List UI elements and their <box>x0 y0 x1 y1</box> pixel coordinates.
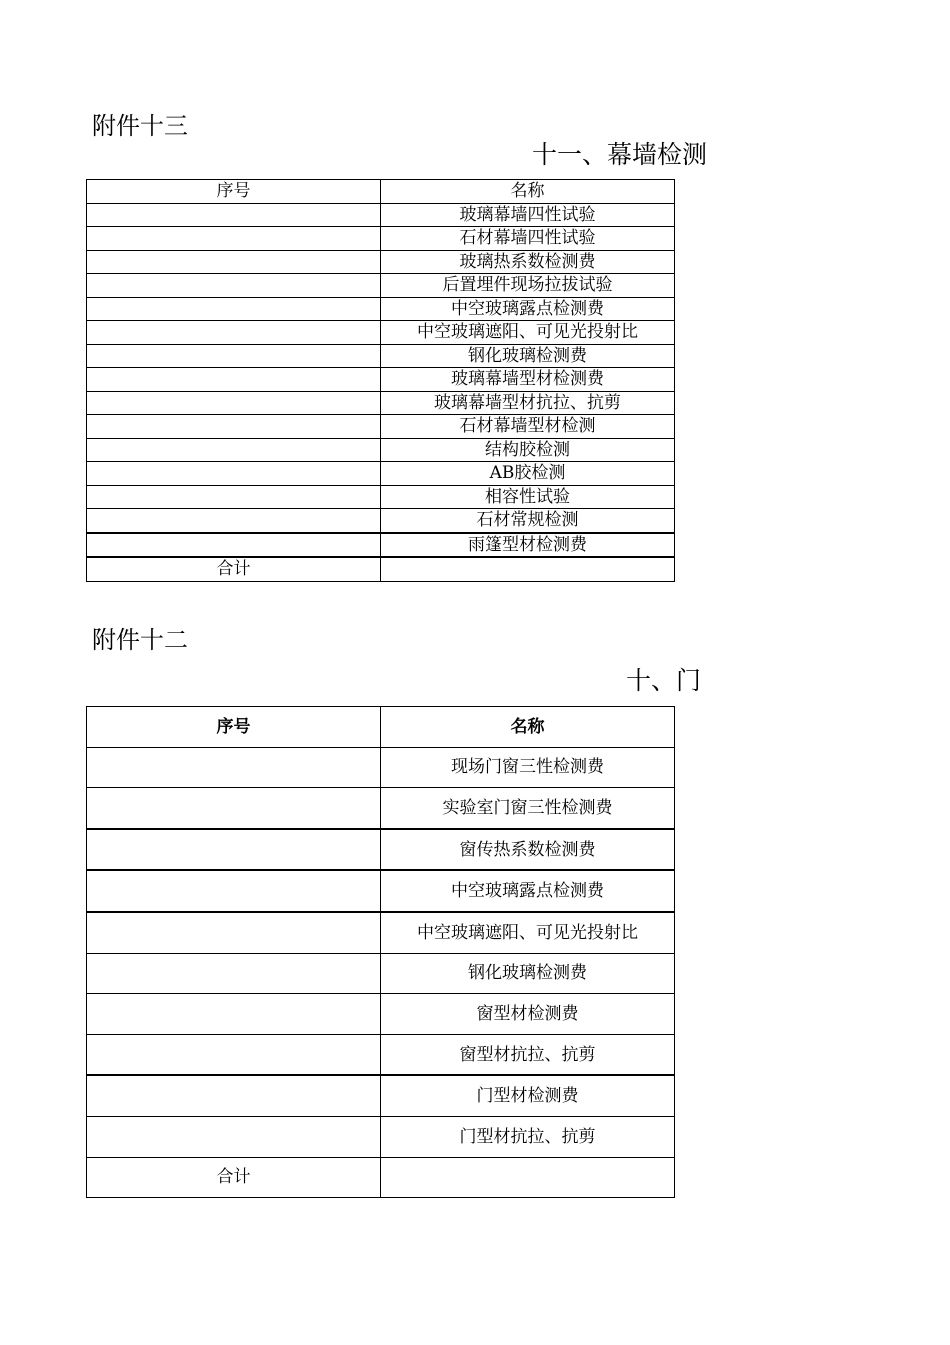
cell-seq <box>87 344 381 368</box>
column-header-name: 名称 <box>381 180 675 204</box>
cell-name: 窗型材抗拉、抗剪 <box>381 1034 675 1075</box>
table-row <box>87 415 675 439</box>
table-row <box>87 870 675 912</box>
cell-seq <box>87 227 381 251</box>
cell-seq <box>87 321 381 345</box>
table-row <box>87 788 675 829</box>
table-row <box>87 994 675 1035</box>
table-row <box>87 274 675 298</box>
annex-label-13: 附件十三 <box>92 112 188 140</box>
cell-seq <box>87 994 381 1035</box>
cell-name: 后置埋件现场拉拔试验 <box>381 274 675 298</box>
cell-name: AB胶检测 <box>381 462 675 486</box>
cell-name: 玻璃热系数检测费 <box>381 250 675 274</box>
annex-label-12: 附件十二 <box>92 626 188 654</box>
cell-name: 窗型材检测费 <box>381 994 675 1035</box>
cell-seq <box>87 1116 381 1157</box>
cell-seq <box>87 533 381 558</box>
cell-name: 石材幕墙四性试验 <box>381 227 675 251</box>
total-row <box>87 557 675 581</box>
cell-name: 门型材检测费 <box>381 1075 675 1116</box>
cell-seq <box>87 203 381 227</box>
table-row <box>87 1075 675 1116</box>
table-row <box>87 391 675 415</box>
table-row <box>87 1034 675 1075</box>
cell-seq <box>87 391 381 415</box>
column-header-seq: 序号 <box>87 180 381 204</box>
table-header-row <box>87 707 675 748</box>
cell-seq <box>87 829 381 871</box>
cell-seq <box>87 1075 381 1116</box>
cell-name: 石材常规检测 <box>381 509 675 533</box>
total-value <box>381 1157 675 1198</box>
cell-seq <box>87 912 381 953</box>
table-row <box>87 509 675 533</box>
table-row <box>87 485 675 509</box>
cell-seq <box>87 368 381 392</box>
total-label: 合计 <box>87 1157 381 1198</box>
cell-name: 实验室门窗三性检测费 <box>381 788 675 829</box>
table-header-row <box>87 180 675 204</box>
total-row <box>87 1157 675 1198</box>
table-row <box>87 829 675 871</box>
door-window-test-table <box>86 706 675 1198</box>
cell-name: 结构胶检测 <box>381 438 675 462</box>
table-row <box>87 321 675 345</box>
cell-seq <box>87 953 381 994</box>
column-header-name: 名称 <box>381 707 675 748</box>
cell-seq <box>87 462 381 486</box>
cell-seq <box>87 747 381 788</box>
cell-name: 中空玻璃露点检测费 <box>381 870 675 912</box>
cell-name: 玻璃幕墙四性试验 <box>381 203 675 227</box>
cell-seq <box>87 485 381 509</box>
cell-seq <box>87 1034 381 1075</box>
cell-seq <box>87 788 381 829</box>
table-row <box>87 1116 675 1157</box>
cell-name: 雨篷型材检测费 <box>381 533 675 558</box>
cell-seq <box>87 250 381 274</box>
total-label: 合计 <box>87 557 381 581</box>
table-row <box>87 462 675 486</box>
table-row <box>87 438 675 462</box>
table-row <box>87 747 675 788</box>
cell-name: 门型材抗拉、抗剪 <box>381 1116 675 1157</box>
column-header-seq: 序号 <box>87 707 381 748</box>
cell-seq <box>87 870 381 912</box>
cell-name: 中空玻璃遮阳、可见光投射比 <box>381 321 675 345</box>
table-row <box>87 203 675 227</box>
table-row <box>87 250 675 274</box>
total-value <box>381 557 675 581</box>
cell-seq <box>87 297 381 321</box>
cell-name: 中空玻璃露点检测费 <box>381 297 675 321</box>
cell-name: 中空玻璃遮阳、可见光投射比 <box>381 912 675 953</box>
cell-seq <box>87 415 381 439</box>
cell-name: 石材幕墙型材检测 <box>381 415 675 439</box>
table-row <box>87 297 675 321</box>
table-row <box>87 953 675 994</box>
table-row <box>87 368 675 392</box>
table-row <box>87 344 675 368</box>
cell-name: 现场门窗三性检测费 <box>381 747 675 788</box>
section-title-door: 十、门 <box>626 666 702 695</box>
cell-seq <box>87 509 381 533</box>
cell-seq <box>87 274 381 298</box>
section-title-curtain-wall: 十一、幕墙检测 <box>532 140 708 169</box>
table-row <box>87 533 675 558</box>
cell-name: 钢化玻璃检测费 <box>381 344 675 368</box>
cell-seq <box>87 438 381 462</box>
curtain-wall-test-table <box>86 179 675 582</box>
cell-name: 玻璃幕墙型材检测费 <box>381 368 675 392</box>
table-row <box>87 227 675 251</box>
cell-name: 窗传热系数检测费 <box>381 829 675 871</box>
table-row <box>87 912 675 953</box>
cell-name: 相容性试验 <box>381 485 675 509</box>
cell-name: 钢化玻璃检测费 <box>381 953 675 994</box>
cell-name: 玻璃幕墙型材抗拉、抗剪 <box>381 391 675 415</box>
